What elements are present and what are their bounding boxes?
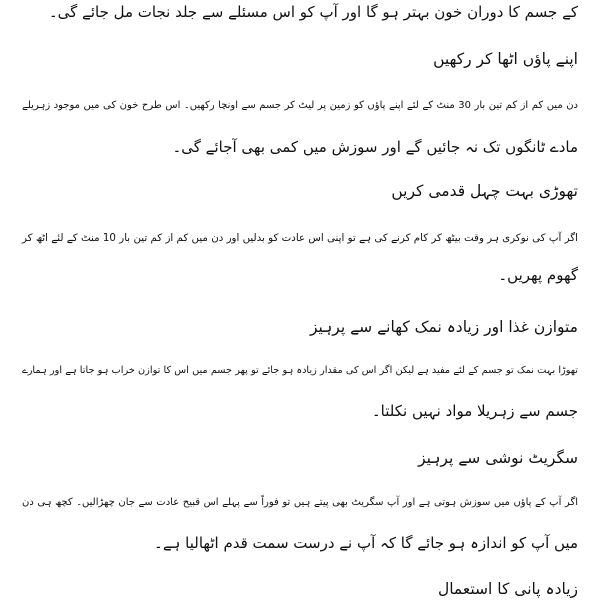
- section-heading-no-smoking: سگریٹ نوشی سے پرہیز: [418, 449, 578, 467]
- paragraph-line: گھوم پھریں۔: [498, 266, 578, 284]
- section-heading-walk: تھوڑی بہت چہل قدمی کریں: [391, 182, 578, 200]
- paragraph-line: کے جسم کا دوران خون بہتر ہو گا اور آپ کو اس مسئلے سے جلد نجات مل جائے گی۔: [48, 3, 578, 21]
- paragraph-line: اگر آپ کی نوکری ہر وقت بیٹھ کر کام کرنے کی ہے تو اپنی اس عادت کو بدلیں اور دن میں کم از کم تین بار 10 منٹ کے لئے اٹھ کر: [22, 232, 578, 244]
- paragraph-line: جسم سے زہریلا مواد نہیں نکلتا۔: [371, 402, 578, 420]
- paragraph-line: دن میں کم از کم تین بار 30 منٹ کے لئے اپنے پاؤں کو زمین پر لیٹ کر جسم سے اونچا رکھیں۔ اس طرح خون کی میں موجود زہریلے: [22, 100, 579, 111]
- paragraph-line: مادے ٹانگوں تک نہ جائیں گے اور سوزش میں کمی بھی آجائے گی۔: [172, 138, 578, 156]
- section-heading-balanced-diet: متوازن غذا اور زیادہ نمک کھانے سے پرہیز: [309, 318, 578, 336]
- section-heading-raise-feet: اپنے پاؤں اٹھا کر رکھیں: [433, 50, 578, 68]
- paragraph-line: تھوڑا بہت نمک تو جسم کے لئے مفید ہے لیکن اگر اس کی مقدار زیادہ ہو جائے تو پھر جسم میں اس کا توازن خراب ہو جاتا ہے اور ہمارے: [22, 365, 578, 376]
- paragraph-line: میں آپ کو اندازہ ہو جائے گا کہ آپ نے درست سمت قدم اٹھالیا ہے۔: [154, 534, 578, 552]
- paragraph-line: اگر آپ کے پاؤں میں سوزش ہوتی ہے اور آپ سگریٹ بھی پیتے ہیں تو فوراً سے پہلے اس قبیح عادت سے جان چھڑالیں۔ کچھ ہی دن: [22, 497, 578, 508]
- section-heading-water: زیادہ پانی کا استعمال: [437, 580, 578, 598]
